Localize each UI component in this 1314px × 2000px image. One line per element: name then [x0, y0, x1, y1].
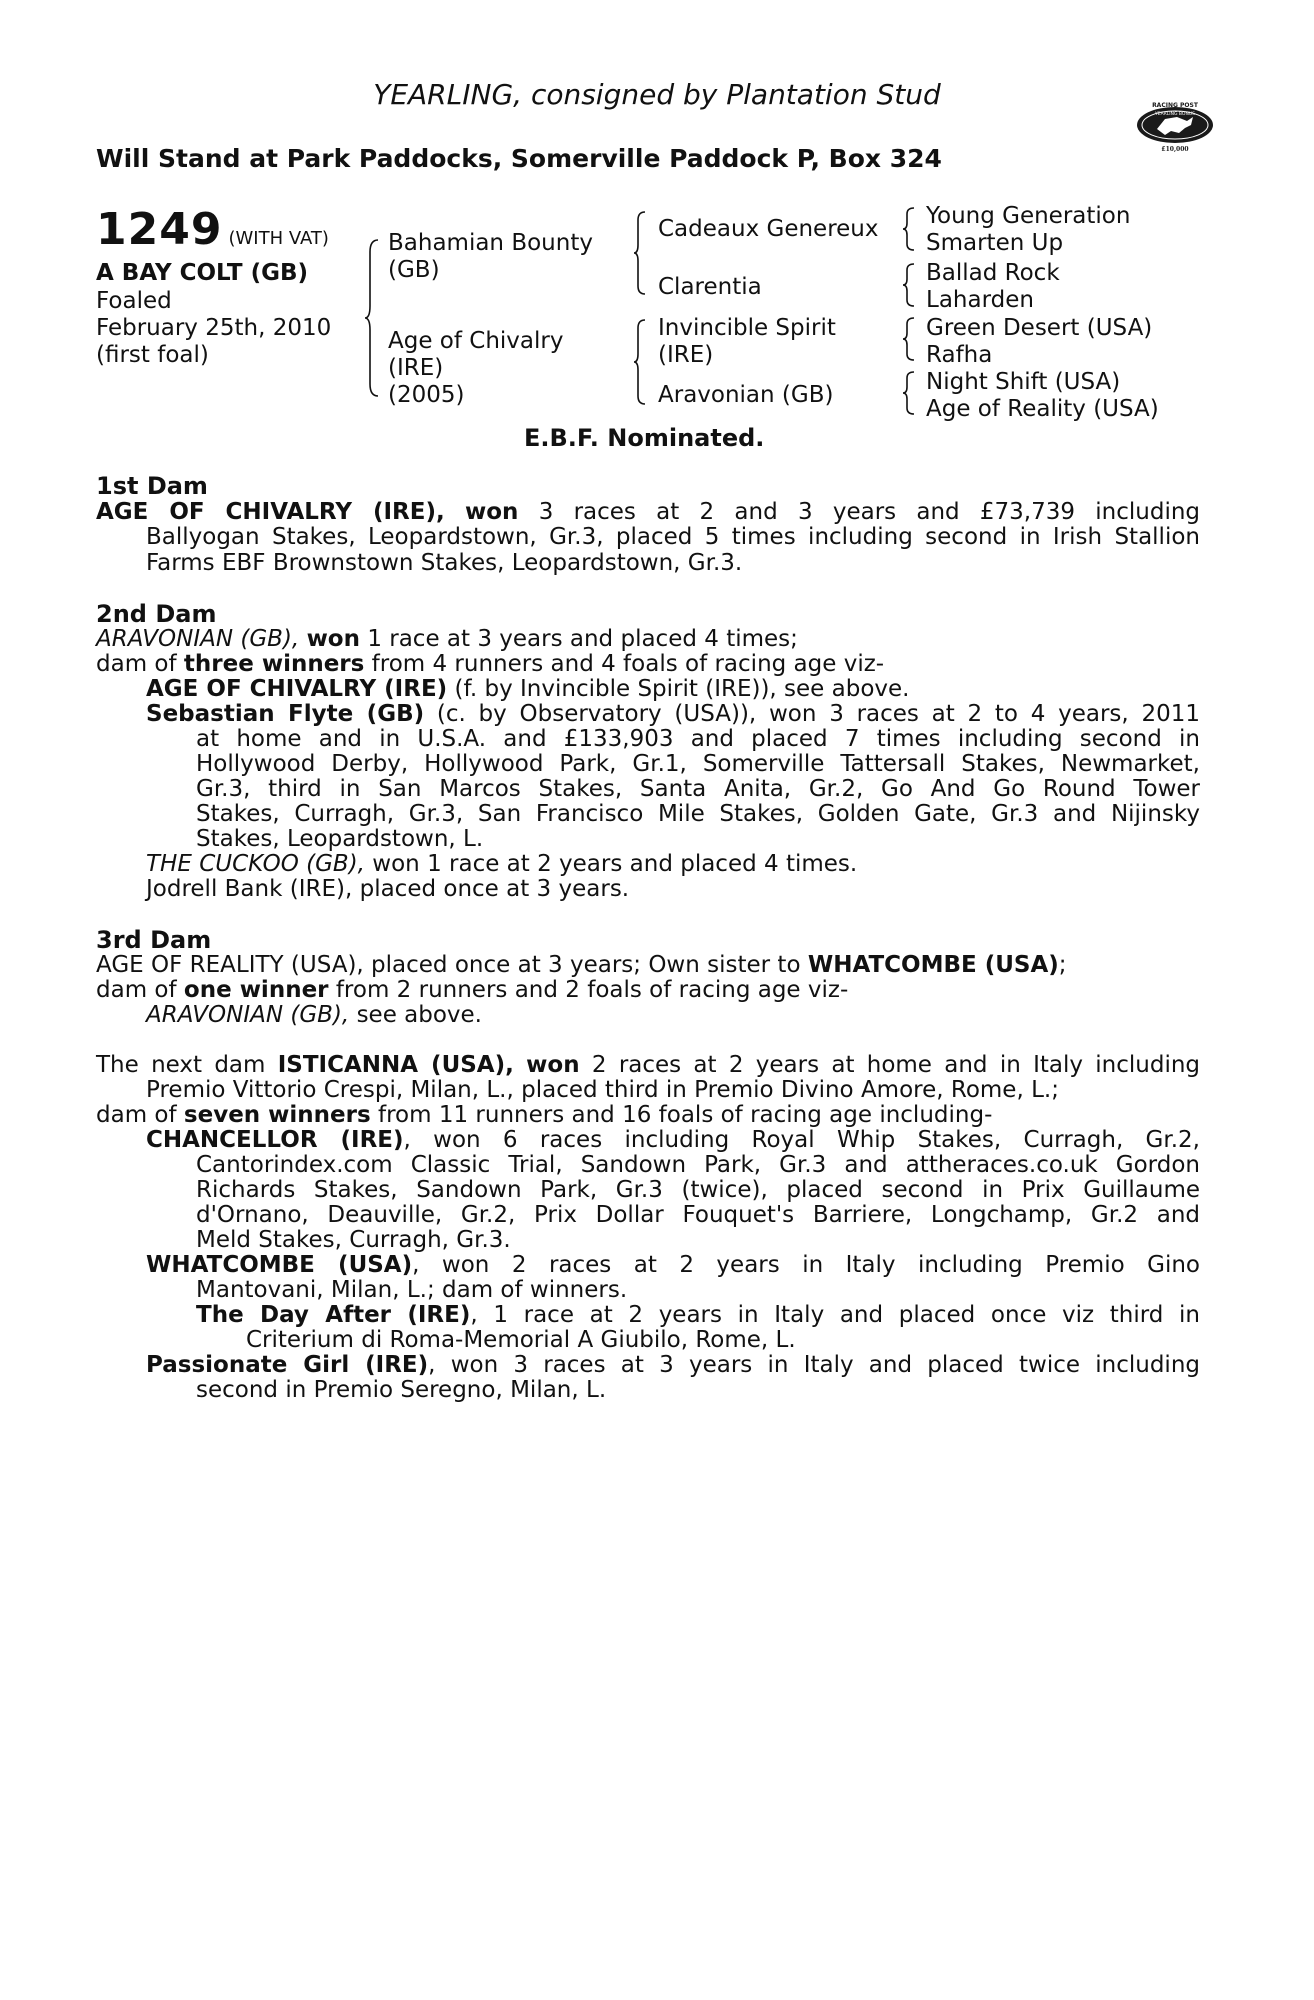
brace-icon [633, 210, 647, 296]
chancellor-line-4: d'Ornano, Deauville, Gr.2, Prix Dollar Fouquet's Barriere, Longchamp, Gr.2 and [196, 1202, 1200, 1228]
winners-count: three winners [183, 651, 365, 677]
next-dam-won: won [526, 1052, 580, 1078]
produce-rest: , won 2 races at 2 years in Italy including Premio Gino [412, 1252, 1200, 1278]
foaled-label: Foaled [96, 288, 172, 314]
g3-ancestor: Rafha [926, 342, 993, 368]
g3-ancestor: Laharden [926, 287, 1034, 313]
third-dam-line-1 [96, 953, 1067, 979]
produce-chancellor-line-1 [146, 1128, 1200, 1154]
sebastian-flyte-line-4: Gr.3, third in San Marcos Stakes, Santa Anita, Gr.2, Go And Go Round Tower [196, 776, 1200, 802]
next-dam-name: ISTICANNA (USA), [277, 1052, 514, 1078]
sebastian-flyte-line-6: Stakes, Leopardstown, L. [196, 826, 484, 852]
produce-the-cuckoo [146, 852, 857, 878]
chancellor-line-5: Meld Stakes, Curragh, Gr.3. [196, 1227, 511, 1253]
produce-rest: , won 3 races at 3 years in Italy and placed twice including [428, 1352, 1200, 1378]
produce-aravonian [146, 1003, 482, 1029]
brace-icon [633, 318, 647, 406]
third-dam-punct: ; [1058, 952, 1067, 978]
passionate-girl-line-2: second in Premio Seregno, Milan, L. [196, 1377, 607, 1403]
dam-of-rest: from 2 runners and 2 foals of racing age viz- [335, 977, 849, 1003]
produce-rest: , 1 race at 2 years in Italy and placed once viz third in [470, 1302, 1200, 1328]
produce-name: WHATCOMBE (USA) [146, 1252, 413, 1278]
first-dam-line-3: Farms EBF Brownstown Stakes, Leopardstown, Gr.3. [146, 550, 743, 576]
brace-icon [902, 262, 916, 308]
sebastian-flyte-line-5: Stakes, Curragh, Gr.3, San Francisco Mile Stakes, Golden Gate, Gr.3 and Nijinsky [196, 801, 1200, 827]
second-dam-dam-of [96, 652, 884, 678]
first-dam-won: won [465, 499, 519, 525]
sire-dam: Clarentia [658, 274, 762, 300]
badge-mid-text: YEARLING BONUS [1155, 112, 1195, 117]
g3-ancestor: Green Desert (USA) [926, 315, 1153, 341]
sebastian-flyte-line-2: at home and in U.S.A. and £133,903 and placed 7 times including second in [196, 726, 1200, 752]
produce-name: Sebastian Flyte (GB) [146, 701, 425, 727]
dam-dam: Aravonian (GB) [658, 382, 834, 408]
dam-of-label: dam of [96, 1102, 177, 1128]
dam-of-label: dam of [96, 651, 177, 677]
g3-ancestor: Night Shift (USA) [926, 369, 1121, 395]
produce-jodrell-bank: Jodrell Bank (IRE), placed once at 3 years. [146, 876, 630, 902]
foal-note: (first foal) [96, 342, 209, 368]
produce-passionate-girl-line-1 [146, 1353, 1200, 1379]
dam-of-label: dam of [96, 977, 177, 1003]
produce-name: The Day After (IRE) [196, 1302, 471, 1328]
ebf-nomination: E.B.F. Nominated. [524, 424, 765, 452]
first-dam-line-1 [96, 500, 1200, 526]
brace-icon [902, 206, 916, 252]
second-dam-line-1-rest: 1 race at 3 years and placed 4 times; [367, 626, 798, 652]
first-dam-name: AGE OF CHIVALRY (IRE), [96, 499, 445, 525]
whatcombe-line-2: Mantovani, Milan, L.; dam of winners. [196, 1277, 628, 1303]
dam-name: Age of Chivalry [388, 328, 564, 354]
dam-sire: Invincible Spirit [658, 315, 836, 341]
dam-year: (2005) [388, 382, 465, 408]
lot-number: 1249 [96, 204, 223, 255]
produce-name: ARAVONIAN (GB), [146, 1002, 350, 1028]
brace-icon [902, 370, 916, 416]
next-dam-line-2: Premio Vittorio Crespi, Milan, L., placed third in Premio Divino Amore, Rome, L.; [146, 1077, 1059, 1103]
sire-name: Bahamian Bounty [388, 230, 593, 256]
chancellor-line-3: Richards Stakes, Sandown Park, Gr.3 (twice), placed second in Prix Guillaume [196, 1177, 1200, 1203]
second-dam-name: ARAVONIAN (GB), [96, 626, 300, 652]
g3-ancestor: Young Generation [926, 203, 1131, 229]
lot-number-line [96, 204, 329, 255]
brace-icon [902, 316, 916, 362]
g3-ancestor: Age of Reality (USA) [926, 396, 1159, 422]
produce-whatcombe-line-1 [146, 1253, 1200, 1279]
stand-location: Will Stand at Park Paddocks, Somerville Paddock P, Box 324 [96, 144, 942, 173]
produce-rest: (f. by Invincible Spirit (IRE)), see above. [454, 676, 910, 702]
horse-name: A BAY COLT (GB) [96, 260, 309, 286]
produce-rest: (c. by Observatory (USA)), won 3 races at 2 to 4 years, 2011 [436, 701, 1200, 727]
sebastian-flyte-line-3: Hollywood Derby, Hollywood Park, Gr.1, Somerville Tattersall Stakes, Newmarket, [196, 751, 1200, 777]
g3-ancestor: Smarten Up [926, 230, 1064, 256]
produce-age-of-chivalry [146, 677, 910, 703]
first-dam-heading: 1st Dam [96, 472, 208, 500]
dam-country: (IRE) [388, 355, 444, 381]
badge-top-text: RACING POST [1152, 102, 1198, 109]
produce-the-day-after-line-1 [196, 1303, 1200, 1329]
produce-name: AGE OF CHIVALRY (IRE) [146, 676, 448, 702]
next-dam-line-1-rest: 2 races at 2 years at home and in Italy including [591, 1052, 1201, 1078]
winners-count: seven winners [183, 1102, 371, 1128]
produce-sebastian-flyte-line-1 [146, 702, 1200, 728]
vat-label: (WITH VAT) [228, 228, 329, 249]
first-dam-line-2: Ballyogan Stakes, Leopardstown, Gr.3, placed 5 times including second in Irish Stallion [146, 524, 1200, 550]
produce-name: THE CUCKOO (GB), [146, 851, 365, 877]
yearling-bonus-badge-icon [1135, 95, 1215, 155]
third-dam-text: AGE OF REALITY (USA), placed once at 3 years; Own sister to [96, 952, 801, 978]
dam-of-rest: from 11 runners and 16 foals of racing age including- [378, 1102, 993, 1128]
third-dam-heading: 3rd Dam [96, 926, 212, 954]
next-dam-line-1 [96, 1053, 1200, 1079]
g3-ancestor: Ballad Rock [926, 260, 1060, 286]
second-dam-heading: 2nd Dam [96, 600, 217, 628]
produce-rest: , won 6 races including Royal Whip Stakes, Curragh, Gr.2, [403, 1127, 1200, 1153]
second-dam-line-1 [96, 627, 798, 653]
next-dam-dam-of [96, 1103, 992, 1129]
sire-sire: Cadeaux Genereux [658, 216, 879, 242]
dam-of-rest: from 4 runners and 4 foals of racing age viz- [371, 651, 885, 677]
sire-country: (GB) [388, 257, 440, 283]
dam-sire-country: (IRE) [658, 342, 714, 368]
chancellor-line-2: Cantorindex.com Classic Trial, Sandown Park, Gr.3 and attheraces.co.uk Gordon [196, 1152, 1200, 1178]
produce-rest: see above. [356, 1002, 482, 1028]
next-dam-intro: The next dam [96, 1052, 266, 1078]
foaled-date: February 25th, 2010 [96, 315, 332, 341]
catalogue-title: YEARLING, consigned by Plantation Stud [373, 78, 941, 111]
winners-count: one winner [183, 977, 329, 1003]
third-dam-dam-of [96, 978, 848, 1004]
produce-name: Passionate Girl (IRE) [146, 1352, 429, 1378]
badge-price-text: £10,000 [1161, 146, 1189, 153]
third-dam-sister: WHATCOMBE (USA) [807, 952, 1059, 978]
produce-name: CHANCELLOR (IRE) [146, 1127, 404, 1153]
second-dam-won: won [306, 626, 360, 652]
produce-rest: won 1 race at 2 years and placed 4 times. [372, 851, 858, 877]
brace-icon [364, 238, 380, 398]
the-day-after-line-2: Criterium di Roma-Memorial A Giubilo, Rome, L. [246, 1327, 796, 1353]
first-dam-line-1-rest: 3 races at 2 and 3 years and £73,739 including [538, 499, 1201, 525]
